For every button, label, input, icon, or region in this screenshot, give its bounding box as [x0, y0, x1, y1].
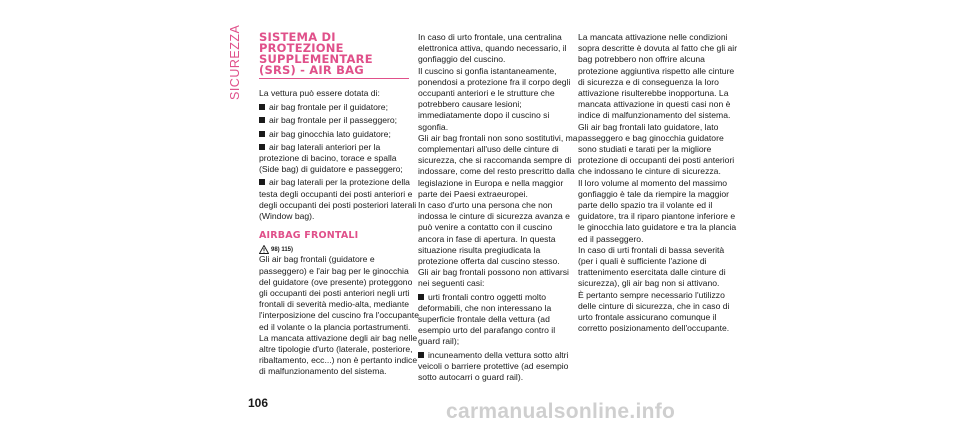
- warning-reference: [259, 244, 419, 254]
- title-divider: [259, 78, 409, 79]
- square-bullet-icon: [418, 352, 424, 358]
- column-3: [578, 32, 738, 334]
- body-paragraph: In caso d'urto una persona che non indossa le cinture di sicurezza avanza e può venire a contatto con il cuscino ancora in fase di apertura. In questa situazione risulta pregiudicata la protezione offerta dal cuscino stesso.: [418, 200, 570, 267]
- title-line: SISTEMA DI: [259, 30, 336, 44]
- body-paragraph: Gli air bag frontali non sono sostitutivi, ma complementari all'uso delle cinture di sicurezza, che si raccomanda sempre di indossare, come del resto prescritto dalla legislazione in Europa e nella maggior parte dei Paesi extraeuropei.: [418, 132, 578, 199]
- column-2: [418, 32, 578, 383]
- watermark: carmanualsonline.info: [446, 400, 676, 423]
- square-bullet-icon: [418, 294, 424, 300]
- section-heading: AIRBAG FRONTALI: [259, 230, 359, 242]
- list-item: air bag frontale per il passeggero;: [259, 115, 419, 126]
- body-paragraph: Gli air bag frontali (guidatore e passeggero) e l'air bag per le ginocchia del guidatore (ove presente) proteggono gli occupanti dei posti anteriori negli urti frontali di severità medio-alta, mediante l'interposizione del cuscino fra l'occupante ed il volante o la plancia portastrumenti.: [259, 254, 419, 332]
- section-label: SICUREZZA: [228, 24, 242, 100]
- square-bullet-icon: [259, 179, 265, 185]
- page-title: [259, 32, 419, 76]
- square-bullet-icon: [259, 104, 265, 110]
- title-line: (SRS) - AIR BAG: [259, 63, 364, 77]
- list-item: incuneamento della vettura sotto altri veicoli o barriere protettive (ad esempio sotto autocarri o guard rail).: [418, 349, 569, 383]
- list-item: air bag laterali per la protezione della testa degli occupanti dei posti anteriori e degli occupanti dei posti posteriori laterali (Window bag).: [259, 177, 417, 222]
- list-item: air bag frontale per il guidatore;: [259, 102, 419, 113]
- body-paragraph: In caso di urti frontali di bassa severità (per i quali è sufficiente l'azione di trattenimento esercitata dalle cinture di sicurezza), gli air bag non si attivano.: [578, 244, 726, 289]
- title-line: PROTEZIONE: [259, 41, 344, 55]
- list-item: urti frontali contro oggetti molto deformabili, che non interessano la superficie frontale della vettura (ad esempio urto del parafango contro il guard rail);: [418, 291, 556, 347]
- column-1: [259, 32, 419, 378]
- body-paragraph: È pertanto sempre necessario l'utilizzo delle cinture di sicurezza, che in caso di urto frontale assicurano comunque il corretto posizionamento dell'occupante.: [578, 289, 730, 334]
- body-paragraph: In caso di urto frontale, una centralina elettronica attiva, quando necessario, il gonfiaggio del cuscino.: [418, 32, 567, 65]
- body-paragraph: Il cuscino si gonfia istantaneamente, ponendosi a protezione fra il corpo degli occupanti anteriori e le strutture che potrebbero causare lesioni; immediatamente dopo il cuscino si sgonfia.: [418, 65, 571, 132]
- intro-text: La vettura può essere dotata di:: [259, 88, 380, 98]
- body-paragraph: La mancata attivazione degli air bag nelle altre tipologie d'urto (laterale, posteriore, ribaltamento, ecc...) non è pertanto indice di malfunzionamento del sistema.: [259, 332, 418, 377]
- body-paragraph: Gli air bag frontali lato guidatore, lato passeggero e bag ginocchia guidatore sono studiati e tarati per la migliore protezione di occupanti dei posti anteriori che indossano le cinture di sicurezza.: [578, 121, 735, 177]
- body-paragraph: La mancata attivazione nelle condizioni sopra descritte è dovuta al fatto che gli air bag potrebbero non offrire alcuna protezione aggiuntiva rispetto alle cinture di sicurezza e di conseguenza la loro attivazione risulterebbe inopportuna. La mancata attivazione in questi casi non è indice di malfunzionamento del sistema.: [578, 32, 738, 121]
- body-paragraph: Gli air bag frontali possono non attivarsi nei seguenti casi:: [418, 267, 569, 289]
- list-item: air bag laterali anteriori per la protezione di bacino, torace e spalla (Side bag) di guidatore e passeggero;: [259, 141, 403, 175]
- square-bullet-icon: [259, 144, 265, 150]
- square-bullet-icon: [259, 131, 265, 137]
- page-number: 106: [248, 396, 269, 410]
- warning-ref-text: 98) 115): [271, 247, 294, 254]
- warning-triangle-icon: [259, 245, 269, 254]
- title-line: SUPPLEMENTARE: [259, 52, 373, 66]
- body-paragraph: Il loro volume al momento del massimo gonfiaggio è tale da riempire la maggior parte dello spazio tra il volante ed il guidatore, tra il riparo piantone inferiore e le ginocchia lato guidatore e tra la plancia ed il passeggero.: [578, 177, 737, 244]
- list-item: air bag ginocchia lato guidatore;: [259, 129, 419, 140]
- square-bullet-icon: [259, 117, 265, 123]
